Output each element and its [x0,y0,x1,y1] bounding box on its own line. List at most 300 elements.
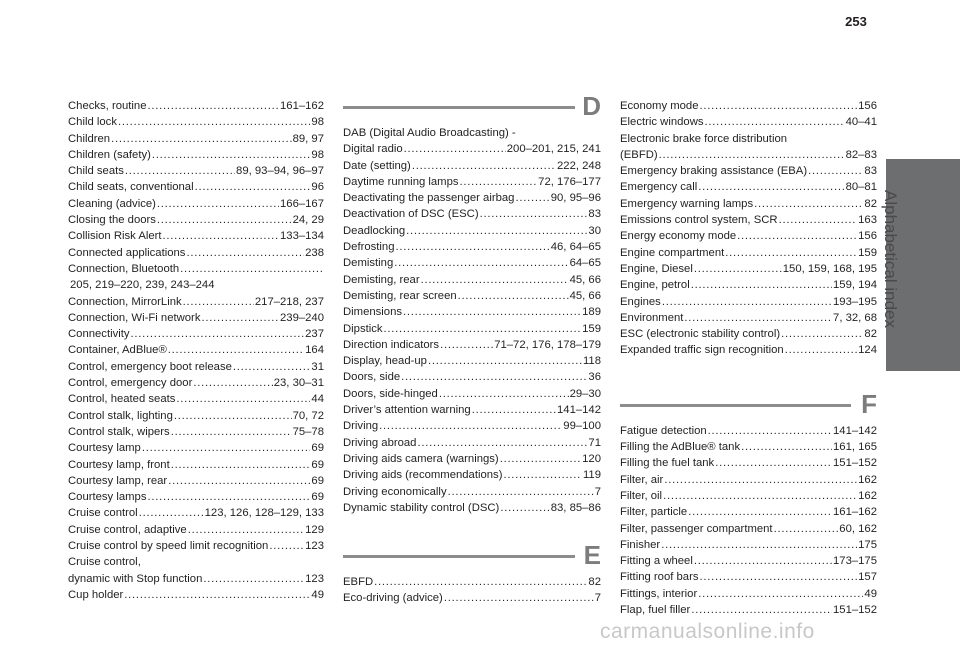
index-term: Fatigue detection [620,424,707,437]
index-entry [343,451,601,467]
section-rule [343,106,575,109]
dot-leader [163,228,279,244]
index-entry [343,223,601,239]
index-entry [343,255,601,271]
index-pages: 150, 159, 168, 195 [782,262,877,275]
index-term: Courtesy lamps [68,491,147,504]
index-pages: 217–218, 237 [254,295,324,308]
index-term: Cruise control [68,507,138,520]
index-term: DAB (Digital Audio Broadcasting) - [343,127,516,139]
index-pages: 161, 165 [833,441,877,454]
dot-leader [174,408,292,424]
index-pages: 141–142 [557,404,601,417]
index-entry [620,504,877,520]
dot-leader [691,602,832,618]
dot-leader [662,294,832,310]
index-pages: 60, 162 [839,522,877,535]
index-term: Engines [620,295,661,308]
dot-leader [139,505,204,521]
dot-leader [439,386,569,402]
index-term: Cruise control, adaptive [68,523,187,536]
index-entry [343,158,601,174]
index-pages: 98 [311,148,324,161]
index-term: Demisting, rear screen [343,289,457,302]
index-term: Emissions control system, SCR [620,214,778,227]
index-term: Display, head-up [343,355,427,368]
index-entry [620,439,877,455]
dot-leader [664,472,857,488]
index-term: Expanded traffic sign recognition [620,344,784,357]
index-term: Connected applications [68,246,186,259]
index-term: Flap, fuel filler [620,604,691,617]
index-entry [343,467,601,483]
index-term: Children [68,132,111,145]
index-term: Fitting a wheel [620,555,693,568]
index-term: Child seats, conventional [68,181,194,194]
index-pages: 30 [588,224,601,237]
index-term: ESC (electronic stability control) [620,328,781,341]
index-entry [68,163,324,179]
section-header [343,91,601,121]
index-pages: 7 [594,485,601,498]
index-column-3 [620,98,877,618]
index-entry [343,174,601,190]
index-entry [620,261,877,277]
dot-leader [195,179,311,195]
index-pages: 161–162 [833,506,877,519]
dot-leader [699,569,857,585]
dot-leader [698,179,844,195]
index-term: Digital radio [343,143,403,156]
index-entry [343,272,601,288]
index-term: Driving [343,420,379,433]
index-entry [620,98,877,114]
dot-leader [157,212,292,228]
index-pages: 166–167 [280,197,324,210]
index-entry [68,522,324,538]
index-pages: 118 [582,355,601,368]
index-entry [343,321,601,337]
dot-leader [440,337,493,353]
index-pages: 80–81 [845,181,877,194]
side-tab-label: Alphabetical index [881,190,900,328]
index-term: Doors, side [343,371,401,384]
dot-leader [515,190,549,206]
index-term: Courtesy lamp [68,442,141,455]
index-entry [620,228,877,244]
index-term: Defrosting [343,241,395,254]
index-term: Dimensions [343,306,403,319]
index-pages: 161–162 [280,100,324,112]
page-number: 253 [845,14,867,29]
index-term: Economy mode [620,100,699,112]
index-term: Dynamic stability control (DSC) [343,501,500,514]
index-entry [620,342,877,358]
index-pages: 23, 30–31 [273,377,324,390]
dot-leader [741,439,832,455]
index-term: Courtesy lamp, rear [68,474,168,487]
dot-leader [176,391,310,407]
section-header [620,389,877,419]
index-entry [68,228,324,244]
index-entry [68,375,324,391]
index-pages: 123, 126, 128–129, 133 [204,507,324,520]
index-entry [343,304,601,320]
index-entry [68,277,324,293]
index-term: Child seats [68,165,124,178]
index-term: Courtesy lamp, front [68,458,170,471]
index-entry [343,590,601,606]
index-entry [620,586,877,602]
index-term: Filter, oil [620,489,663,502]
index-pages: 90, 95–96 [550,192,601,205]
index-pages: 69 [311,491,324,504]
index-pages: 96 [311,181,324,194]
index-pages: 83 [864,165,877,178]
dot-leader [458,288,569,304]
dot-leader [188,522,304,538]
dot-leader [705,114,845,130]
dot-leader [171,457,311,473]
index-entry [68,114,324,130]
dot-leader [694,261,782,277]
dot-leader [401,369,587,385]
index-pages: 71 [588,436,601,449]
index-term: Direction indicators [343,338,440,351]
index-term: Environment [620,311,684,324]
index-entry [620,294,877,310]
index-entry [620,326,877,342]
index-entry [343,574,601,590]
dot-leader [417,435,587,451]
dot-leader [406,223,587,239]
index-term: 205, 219–220, 239, 243–244 [70,279,215,292]
index-term: Engine compartment [620,246,725,259]
index-entry [620,114,877,130]
index-term: EBFD [343,576,374,589]
index-term: Eco-driving (advice) [343,592,443,605]
index-pages: 40–41 [845,116,877,129]
index-pages: 7 [594,592,601,605]
index-pages: 151–152 [833,457,877,470]
index-term: Connection, Bluetooth [68,262,180,275]
section-letter: F [861,388,877,419]
index-entry [68,261,324,277]
dot-leader [781,326,863,342]
index-entry [343,288,601,304]
index-pages: 163 [858,214,877,227]
dot-leader [694,553,832,569]
index-term: Child lock [68,116,117,129]
index-pages: 119 [582,469,601,482]
index-pages: 82 [588,576,601,589]
index-pages: 69 [311,442,324,455]
index-entry [68,473,324,489]
dot-leader [396,239,550,255]
index-entry [343,386,601,402]
index-entry [620,472,877,488]
index-pages: 7, 32, 68 [833,311,877,324]
index-term: Filling the fuel tank [620,457,715,470]
index-entry [68,212,324,228]
index-term: Date (setting) [343,159,411,172]
index-term: Filter, air [620,473,664,486]
index-pages: 193–195 [833,295,877,308]
index-term: Filling the AdBlue® tank [620,441,741,454]
index-pages: 175 [858,538,877,551]
index-pages: 124 [858,344,877,357]
index-term: Collision Risk Alert [68,230,162,243]
index-entry [68,391,324,407]
index-entry [620,212,877,228]
section-rule [620,404,851,407]
dot-leader [754,196,863,212]
index-term: Control, emergency door [68,377,193,390]
dot-leader [379,418,562,434]
index-pages: 156 [858,230,877,243]
dot-leader [168,473,310,489]
index-entry [68,538,324,554]
index-entry [68,131,324,147]
index-term: Connection, Wi-Fi network [68,311,201,324]
index-entry [68,147,324,163]
index-pages: 98 [311,116,324,129]
index-pages: 29–30 [569,387,601,400]
dot-leader [684,310,832,326]
index-term: Closing the doors [68,214,156,227]
dot-leader [186,245,304,261]
index-entry [620,245,877,261]
index-pages: 162 [858,473,877,486]
index-pages: 71–72, 176, 178–179 [494,338,601,351]
dot-leader [118,114,310,130]
dot-leader [428,353,582,369]
index-term: Driving aids (recommendations) [343,469,503,482]
index-pages: 173–175 [833,555,877,568]
dot-leader [131,326,305,342]
index-term: Control stalk, wipers [68,425,170,438]
index-term: Demisting [343,257,394,270]
index-pages: 159, 194 [833,279,877,292]
index-pages: 123 [305,540,324,553]
index-pages: 164 [305,344,324,357]
dot-leader [193,375,272,391]
dot-leader [708,423,832,439]
dot-leader [157,196,279,212]
index-pages: 83 [588,208,601,221]
index-pages: 82–83 [845,148,877,161]
dot-leader [500,500,549,516]
index-entry [343,369,601,385]
dot-leader [412,158,556,174]
index-entry [620,423,877,439]
index-entry [68,571,324,587]
dot-leader [201,310,279,326]
index-entry [68,505,324,521]
index-entry [68,98,324,114]
dot-leader [503,467,582,483]
index-entry [68,294,324,310]
index-term: Emergency warning lamps [620,197,754,210]
index-entry [68,359,324,375]
dot-leader [183,294,254,310]
index-term: Deactivating the passenger airbag [343,192,515,205]
index-pages: 159 [858,246,877,259]
watermark: carmanualsonline.info [600,620,815,643]
index-term: Driving abroad [343,436,417,449]
index-entry [343,484,601,500]
index-pages: 75–78 [292,425,324,438]
index-term: Cup holder [68,588,124,601]
index-pages: 70, 72 [292,409,324,422]
index-pages: 89, 93–94, 96–97 [236,165,324,178]
index-entry [68,310,324,326]
index-entry [620,521,877,537]
index-term: Engine, petrol [620,279,690,292]
index-entry [343,190,601,206]
index-pages: 31 [311,360,324,373]
index-entry [620,553,877,569]
dot-leader [663,488,857,504]
dot-leader [403,304,581,320]
dot-leader [152,147,311,163]
index-pages: 237 [305,328,324,341]
index-term: Emergency call [620,181,698,194]
index-pages: 120 [582,452,601,465]
index-term: Filter, passenger compartment [620,522,773,535]
index-entry [620,310,877,326]
index-entry [620,163,877,179]
index-pages: 89, 97 [292,132,324,145]
dot-leader [111,131,292,147]
index-entry [68,440,324,456]
index-term: Connection, MirrorLink [68,295,182,308]
index-pages: 82 [864,328,877,341]
index-term: Driving economically [343,485,447,498]
index-term: Daytime running lamps [343,175,459,188]
index-pages: 222, 248 [557,159,601,172]
section-rule [343,555,575,558]
index-entry [620,537,877,553]
dot-leader [233,359,311,375]
index-pages: 162 [858,489,877,502]
dot-leader [147,489,310,505]
dot-leader [460,174,538,190]
index-entry [620,569,877,585]
index-entry [343,500,601,516]
index-entry [620,277,877,293]
dot-leader [737,228,857,244]
index-pages: 83, 85–86 [550,501,601,514]
index-term: Finisher [620,538,661,551]
index-entry [68,424,324,440]
index-pages: 133–134 [280,230,324,243]
index-entry [68,245,324,261]
index-pages: 189 [582,306,601,319]
index-pages: 157 [858,571,877,584]
index-term: Deactivation of DSC (ESC) [343,208,479,221]
index-pages: 239–240 [280,311,324,324]
index-entry [343,125,601,141]
index-term: Control, heated seats [68,393,176,406]
index-entry [620,455,877,471]
index-pages: 49 [864,587,877,600]
index-entry [68,342,324,358]
index-term: Engine, Diesel [620,262,693,275]
index-term: Cruise control, [68,556,141,569]
index-column-2 [343,91,601,607]
dot-leader [374,574,587,590]
index-term: Cleaning (advice) [68,197,156,210]
dot-leader [203,571,304,587]
index-pages: 44 [311,393,324,406]
index-term: Children (safety) [68,148,151,161]
dot-leader [700,98,858,114]
dot-leader [500,451,581,467]
index-pages: 45, 66 [569,273,601,286]
index-term: Checks, routine [68,100,147,112]
index-entry [620,147,877,163]
index-entry [343,418,601,434]
index-pages: 64–65 [569,257,601,270]
index-entry [343,353,601,369]
dot-leader [168,342,304,358]
index-pages: 46, 64–65 [550,241,601,254]
index-term: Fitting roof bars [620,571,699,584]
index-term: Driver’s attention warning [343,404,471,417]
index-term: Electric windows [620,116,704,129]
index-term: Demisting, rear [343,273,420,286]
index-term: Control stalk, lighting [68,409,173,422]
dot-leader [404,141,506,157]
index-term: Energy economy mode [620,230,737,243]
index-term: Deadlocking [343,224,406,237]
index-pages: 24, 29 [292,214,324,227]
index-entry [620,131,877,147]
dot-leader [448,484,594,500]
dot-leader [688,504,832,520]
index-term: Filter, particle [620,506,688,519]
index-term: Control, emergency boot release [68,360,232,373]
index-term: Emergency braking assistance (EBA) [620,165,808,178]
section-letter: E [583,540,601,571]
index-entry [68,457,324,473]
index-term: (EBFD) [620,148,658,161]
index-pages: 36 [588,371,601,384]
dot-leader [124,587,310,603]
index-pages: 82 [864,197,877,210]
index-entry [343,206,601,222]
dot-leader [125,163,235,179]
dot-leader [384,321,582,337]
index-entry [68,326,324,342]
index-pages: 45, 66 [569,289,601,302]
dot-leader [698,586,863,602]
index-pages: 99–100 [563,420,601,433]
index-entry [68,587,324,603]
section-letter: D [582,91,601,121]
index-entry [343,435,601,451]
dot-leader [142,440,311,456]
dot-leader [661,537,857,553]
index-entry [620,196,877,212]
index-pages: 129 [305,523,324,536]
index-term: dynamic with Stop function [68,572,203,585]
dot-leader [808,163,863,179]
dot-leader [774,521,839,537]
index-column-1 [68,98,324,603]
index-pages: 72, 176–177 [538,175,601,188]
